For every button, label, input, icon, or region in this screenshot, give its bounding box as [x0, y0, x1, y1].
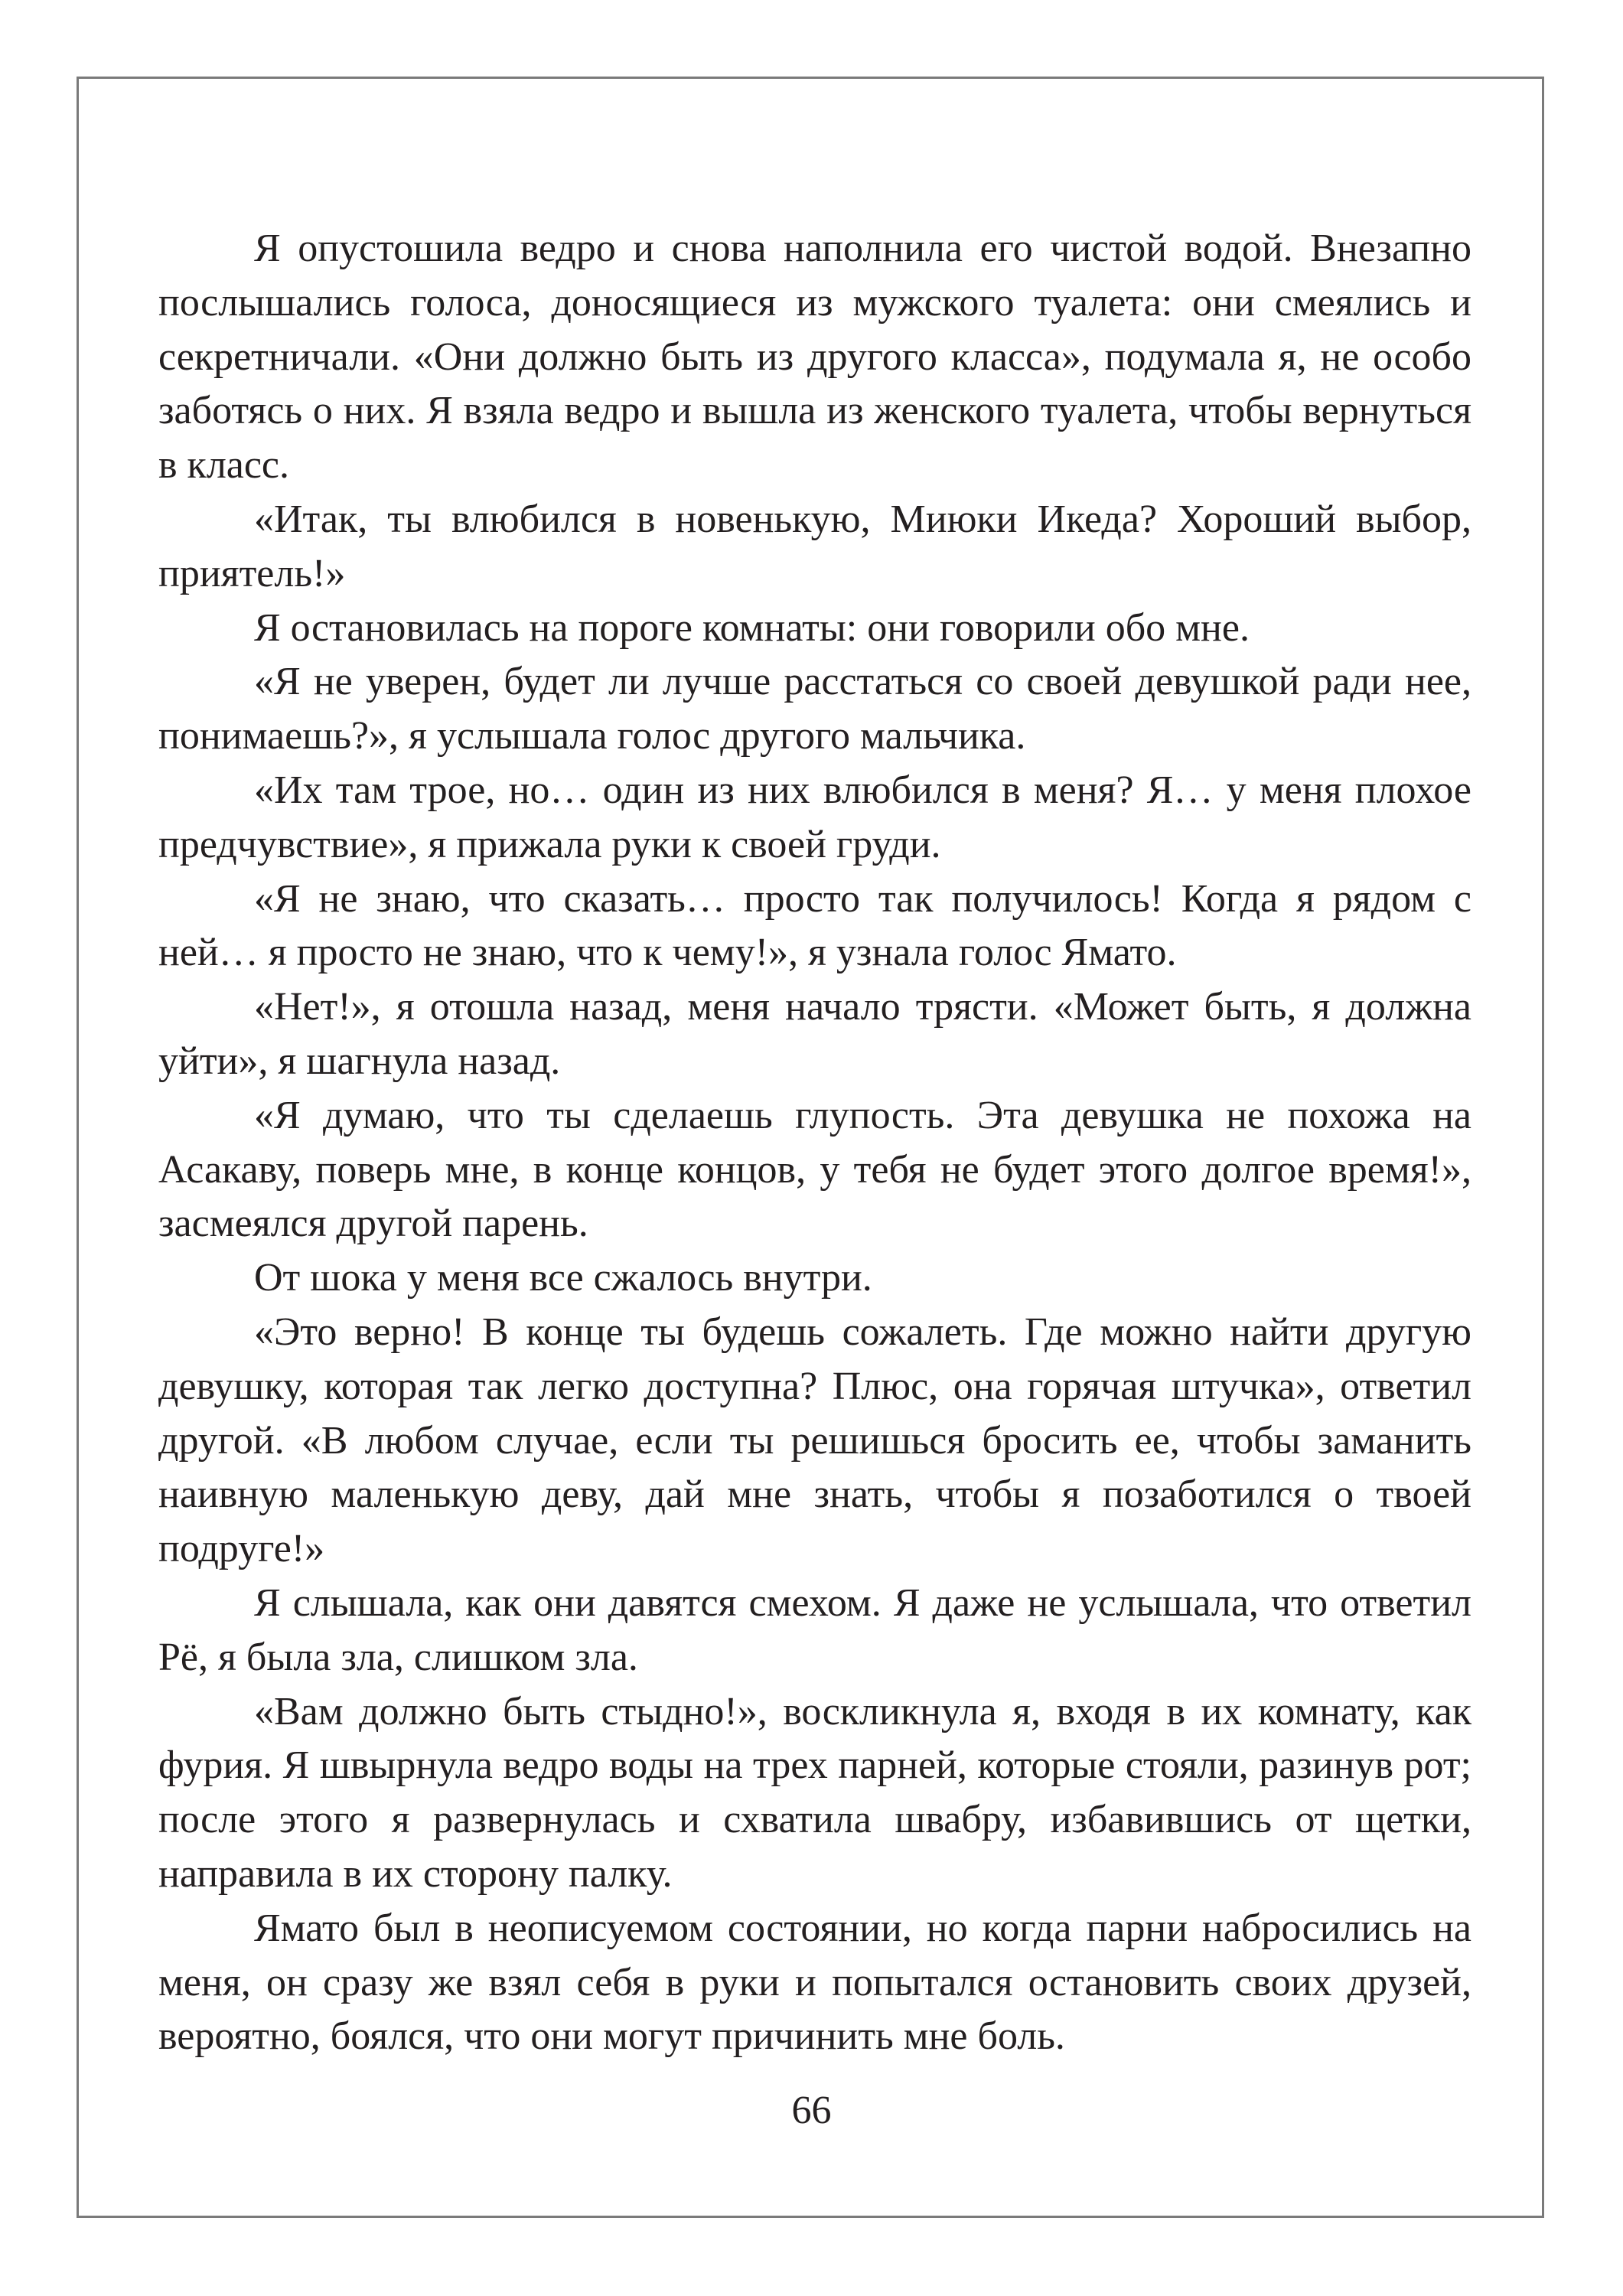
paragraph: «Итак, ты влюбился в новенькую, Миюки Икеда? Хороший выбор, приятель!» [158, 497, 1471, 595]
page-number: 66 [791, 2089, 832, 2132]
paragraph: «Я не уверен, будет ли лучше расстаться со своей девушкой ради нее, понимаешь?», я услышала голос другого мальчика. [158, 660, 1471, 758]
paragraph: «Я не знаю, что сказать… просто так получилось! Когда я рядом с ней… я просто не знаю, что к чему!», я узнала голос Ямато. [158, 876, 1471, 975]
paragraph: Я слышала, как они давятся смехом. Я даже не услышала, что ответил Рё, я была зла, слишком зла. [158, 1580, 1471, 1679]
paragraph: «Это верно! В конце ты будешь сожалеть. Где можно найти другую девушку, которая так легко доступна? Плюс, она горячая штучка», ответил другой. «В любом случае, если ты решишься бросить ее, чтобы заманить наивную маленькую деву, дай мне знать, чтобы я позаботился о твоей подруге!» [158, 1309, 1471, 1571]
paragraph: «Вам должно быть стыдно!», воскликнула я, входя в их комнату, как фурия. Я швырнула ведро воды на трех парней, которые стояли, разинув рот; после этого я развернулась и схватила швабру, избавившись от щетки, направила в их сторону палку. [158, 1689, 1471, 1896]
paragraph: «Нет!», я отошла назад, меня начало трясти. «Может быть, я должна уйти», я шагнула назад. [158, 985, 1471, 1083]
paragraph: «Их там трое, но… один из них влюбился в меня? Я… у меня плохое предчувствие», я прижала руки к своей груди. [158, 768, 1471, 866]
paragraph: Я остановилась на пороге комнаты: они говорили обо мне. [254, 605, 1250, 650]
paragraph: От шока у меня все сжалось внутри. [254, 1256, 872, 1300]
paragraph: Я опустошила ведро и снова наполнила его чистой водой. Внезапно послышались голоса, доносящиеся из мужского туалета: они смеялись и секретничали. «Они должно быть из другого класса», подумала я, не особо заботясь о них. Я взяла ведро и вышла из женского туалета, чтобы вернуться в класс. [158, 227, 1471, 488]
body-text [158, 222, 1471, 2064]
paragraph: «Я думаю, что ты сделаешь глупость. Эта девушка не похожа на Асакаву, поверь мне, в конце концов, у тебя не будет этого долгое время!», засмеялся другой парень. [158, 1093, 1471, 1246]
paragraph: Ямато был в неописуемом состоянии, но когда парни набросились на меня, он сразу же взял себя в руки и попытался остановить своих друзей, вероятно, боялся, что они могут причинить мне боль. [158, 1906, 1471, 2059]
